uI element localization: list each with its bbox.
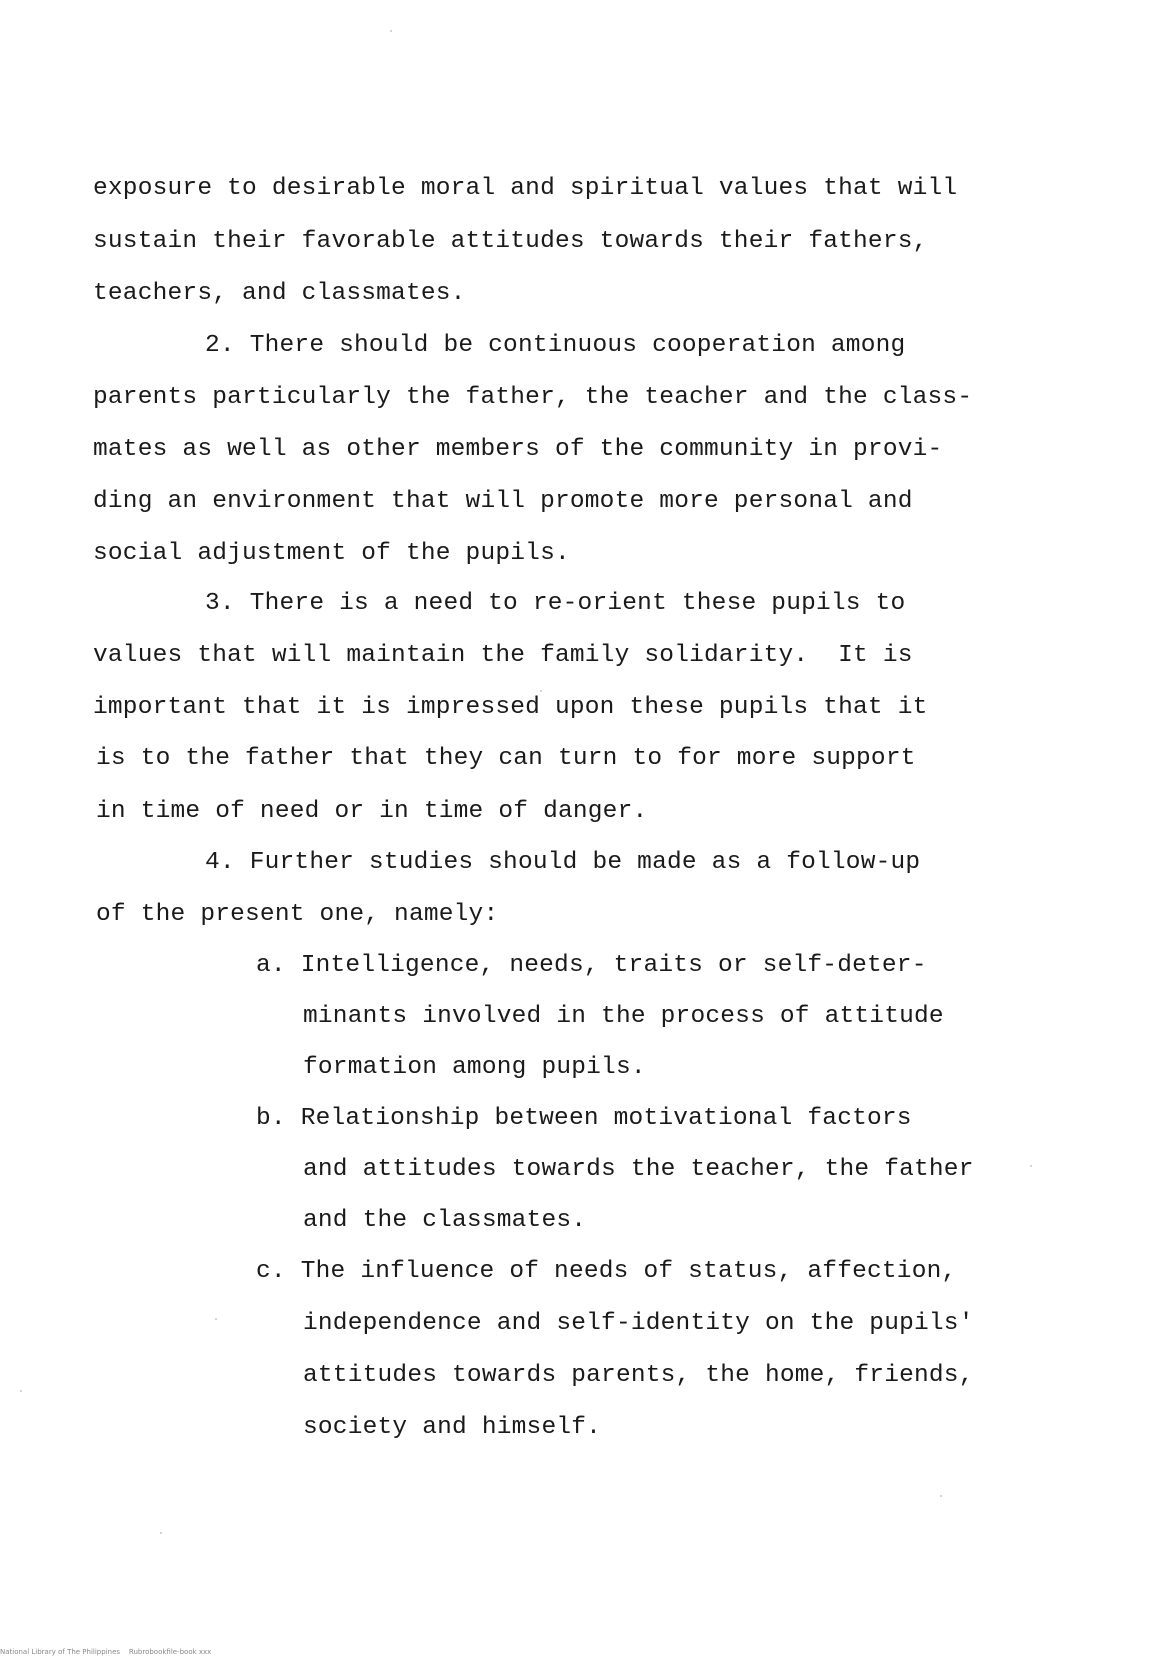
text-line: social adjustment of the pupils. bbox=[93, 540, 570, 567]
list-item-text: and attitudes towards the teacher, the father bbox=[303, 1156, 974, 1183]
list-item-text: society and himself. bbox=[303, 1414, 602, 1441]
text-line: parents particularly the father, the teacher and the class- bbox=[93, 384, 973, 411]
list-item-text: attitudes towards parents, the home, friends, bbox=[303, 1362, 974, 1389]
scan-speck bbox=[940, 1495, 942, 1497]
list-item-text: c. The influence of needs of status, affection, bbox=[256, 1258, 957, 1285]
text-line: in time of need or in time of danger. bbox=[96, 798, 648, 825]
scan-speck bbox=[1030, 1165, 1032, 1167]
text-line: teachers, and classmates. bbox=[93, 280, 466, 307]
text-line: exposure to desirable moral and spiritual values that will bbox=[93, 175, 958, 202]
text-line: 3. There is a need to re-orient these pupils to bbox=[205, 590, 906, 617]
list-item-text: minants involved in the process of attitude bbox=[303, 1003, 944, 1030]
list-item-text: b. Relationship between motivational factors bbox=[256, 1105, 912, 1132]
text-line: important that it is impressed upon these pupils that it bbox=[93, 694, 928, 721]
list-item-text: formation among pupils. bbox=[303, 1054, 646, 1081]
text-line: values that will maintain the family solidarity. It is bbox=[93, 642, 913, 669]
text-line: of the present one, namely: bbox=[96, 901, 499, 928]
text-line: is to the father that they can turn to for more support bbox=[96, 745, 916, 772]
scan-speck bbox=[215, 1318, 217, 1320]
list-item-text: a. Intelligence, needs, traits or self-deter- bbox=[256, 952, 927, 979]
scan-speck bbox=[540, 690, 542, 692]
scan-speck bbox=[390, 30, 392, 32]
archive-footer: National Library of The Philippines Rubrobookfile-book xxx bbox=[0, 1648, 212, 1656]
scan-speck bbox=[20, 1390, 22, 1392]
scan-speck bbox=[160, 1532, 162, 1534]
list-item-text: and the classmates. bbox=[303, 1207, 587, 1234]
text-line: ding an environment that will promote more personal and bbox=[93, 488, 913, 515]
text-line: sustain their favorable attitudes towards their fathers, bbox=[93, 228, 928, 255]
text-line: 2. There should be continuous cooperation among bbox=[205, 332, 906, 359]
text-line: 4. Further studies should be made as a follow-up bbox=[205, 849, 921, 876]
list-item-text: independence and self-identity on the pupils' bbox=[303, 1310, 974, 1337]
text-line: mates as well as other members of the community in provi- bbox=[93, 436, 943, 463]
